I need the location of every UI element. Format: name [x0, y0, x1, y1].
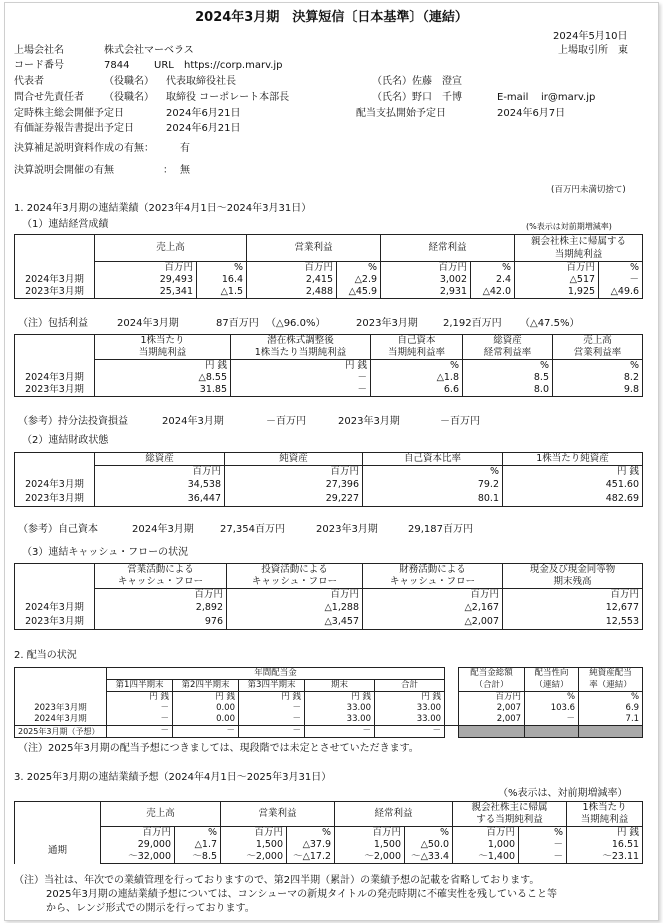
table-cell: －: [107, 703, 173, 714]
table-cell: 451.60: [503, 478, 643, 492]
table-cell: 2.4: [471, 274, 515, 286]
cf-unit: 百万円: [95, 589, 227, 602]
cf-header-investing-2: キャッシュ・フロー: [227, 576, 363, 589]
listed-company-label: 上場会社名: [14, 45, 64, 56]
table-row: [15, 703, 643, 714]
cf-header-cash-2: 期末残高: [503, 576, 643, 589]
table-cell: －: [599, 274, 643, 286]
ps-unit: 円 銭: [231, 360, 371, 373]
supplement-value: 有: [180, 143, 190, 154]
fc-header-net-1: 親会社株主に帰属: [453, 802, 567, 815]
per-share-table: [14, 334, 643, 397]
table-cell: 2,007: [459, 703, 525, 714]
table-cell: 12,677: [503, 601, 643, 615]
agm-date: 2024年6月21日: [166, 108, 241, 119]
fc-unit-corner: [15, 827, 101, 840]
fc-unit: 円 銭: [567, 827, 643, 840]
cf-header-financing-1: 財務活動による: [363, 564, 503, 577]
section1-sub2: （2）連結財政状態: [22, 435, 109, 446]
table-cell: ～2,000: [221, 851, 287, 864]
div-unit: 円 銭: [239, 692, 305, 704]
fp-unit-corner: [15, 466, 95, 479]
comprehensive-p2: （△47.5%）: [520, 318, 580, 329]
fc-header-eps-1: 1株当たり: [567, 802, 643, 815]
table-row: [15, 384, 643, 397]
fp-unit: %: [363, 466, 503, 479]
forecast-note-2: 2025年3月期の連結業績予想については、コンシューマの新規タイトルの発売時期に不確実性を残していること等: [46, 889, 557, 900]
ops-header-sales: 売上高: [95, 235, 247, 262]
cf-unit: 百万円: [503, 589, 643, 602]
table-cell: △45.9: [337, 286, 381, 299]
ps-header-roa-1: 総資産: [463, 335, 553, 348]
ps-corner: [15, 335, 95, 360]
table-row: [15, 478, 643, 492]
table-cell: △2,167: [363, 601, 503, 615]
cf-unit-corner: [15, 589, 95, 602]
table-cell: －: [107, 714, 173, 726]
section1-title: 1. 2024年3月期の連結業績（2023年4月1日～2024年3月31日）: [14, 203, 312, 214]
div-header-total-2: （合計）: [459, 680, 525, 692]
equity-method-v1: －百万円: [266, 416, 306, 427]
forecast-note-1: （注）当社は、年次での業績管理を行っておりますので、第2四半期（累計）の業績予想の記載を省略しております。: [14, 875, 540, 886]
ps-unit: %: [553, 360, 643, 373]
report-date: 2024年6月21日: [166, 123, 241, 134]
table-cell: 33.00: [375, 714, 445, 726]
exchange: 上場取引所 東: [558, 45, 628, 56]
gray-cell: [459, 726, 525, 738]
fc-header-net-2: する当期純利益: [453, 814, 567, 827]
table-cell: 2,415: [247, 274, 337, 286]
table-row: [15, 615, 643, 630]
table-cell: 25,341: [95, 286, 197, 299]
table-cell: 33.00: [305, 703, 375, 714]
table-cell: 16.4: [197, 274, 247, 286]
ps-header-margin-1: 売上高: [553, 335, 643, 348]
contact-name-label: （氏名）: [372, 92, 412, 103]
rep-title-label: （役職名）: [104, 76, 154, 87]
table-cell: 1,925: [515, 286, 599, 299]
report-label: 有価証券報告書提出予定日: [14, 123, 134, 134]
div-header-doe-1: 純資産配当: [579, 668, 643, 680]
fc-unit: %: [175, 827, 221, 840]
table-cell: －: [107, 726, 173, 738]
own-capital-v2: 29,187百万円: [408, 524, 473, 535]
fc-unit: 百万円: [221, 827, 287, 840]
cf-corner: [15, 564, 95, 589]
table-row: [15, 274, 643, 286]
div-header-payout-2: （連結）: [525, 680, 579, 692]
table-cell: ～2,000: [335, 851, 405, 864]
equity-method-v2: －百万円: [440, 416, 480, 427]
contact-name: 野口 千博: [412, 92, 462, 103]
div-header-doe-2: 率（連結）: [579, 680, 643, 692]
table-row: [15, 726, 643, 738]
table-cell: △3,457: [227, 615, 363, 630]
fp-header-assets: 総資産: [95, 453, 225, 466]
contact-title: 取締役 コーポレート本部長: [166, 92, 290, 103]
cf-header-operating-1: 営業活動による: [95, 564, 227, 577]
table-cell: －: [239, 714, 305, 726]
div-header-annual: 年間配当金: [107, 668, 445, 680]
table-cell: ～△17.2: [287, 851, 335, 864]
equity-method-label: （参考）持分法投資損益: [18, 416, 128, 427]
table-cell: 16.51: [567, 839, 643, 851]
code-number: 7844: [104, 60, 130, 71]
div-unit: 円 銭: [173, 692, 239, 704]
table-cell: △49.6: [599, 286, 643, 299]
table-cell: －: [525, 714, 579, 726]
ops-unit-pct: %: [197, 262, 247, 275]
table-cell: －: [173, 726, 239, 738]
table-cell: 8.5: [463, 372, 553, 384]
table-cell: 103.6: [525, 703, 579, 714]
ops-unit-corner: [15, 262, 95, 275]
code-label: コード番号: [14, 60, 64, 71]
fp-header-equity-ratio: 自己資本比率: [363, 453, 503, 466]
supplement-label: 決算補足説明資料作成の有無：: [14, 143, 154, 154]
section1-sub1: （1）連結経営成績: [22, 219, 109, 230]
table-cell: －: [239, 726, 305, 738]
row-label: 2024年3月期: [15, 714, 107, 726]
row-label: 2023年3月期: [15, 492, 95, 507]
table-row: [15, 372, 643, 384]
ops-pct-note: (%表示は対前期増減率): [526, 222, 612, 231]
comprehensive-p1: （△96.0%）: [266, 318, 326, 329]
contact-title-label: （役職名）: [104, 92, 154, 103]
agm-label: 定時株主総会開催予定日: [14, 108, 124, 119]
ops-unit: 百万円: [515, 262, 599, 275]
table-cell: 9.8: [553, 384, 643, 397]
row-label: 2024年3月期: [15, 601, 95, 615]
fp-header-net-assets: 純資産: [225, 453, 363, 466]
table-cell: －: [519, 851, 567, 864]
gray-cell: [579, 726, 643, 738]
table-cell: ～1,400: [453, 851, 519, 864]
table-row: [15, 839, 643, 851]
forecast-pct-note: （%表示は、対前期増減率）: [498, 788, 628, 799]
ps-header-eps-2: 当期純利益: [95, 347, 231, 360]
table-row: [15, 492, 643, 507]
dividend-start-label: 配当支払開始予定日: [356, 108, 446, 119]
table-row: [15, 286, 643, 299]
table-cell: 33.00: [305, 714, 375, 726]
table-cell: △50.0: [405, 839, 453, 851]
document-date: 2024年5月10日: [553, 31, 628, 42]
row-label: 2023年3月期: [15, 384, 95, 397]
div-header-q1: 第1四半期末: [107, 680, 173, 692]
section2-title: 2. 配当の状況: [14, 650, 77, 661]
row-label: 2024年3月期: [15, 478, 95, 492]
ops-corner: [15, 235, 95, 262]
table-cell: △2,007: [363, 615, 503, 630]
table-cell: 1,500: [335, 839, 405, 851]
table-cell: 29,000: [101, 839, 175, 851]
table-cell: 79.2: [363, 478, 503, 492]
table-cell: 8.0: [463, 384, 553, 397]
div-header-total-1: 配当金総額: [459, 668, 525, 680]
section3-title: 3. 2025年3月期の連結業績予想（2024年4月1日～2025年3月31日）: [14, 772, 332, 783]
table-cell: △2.9: [337, 274, 381, 286]
comprehensive-income-label: （注）包括利益: [18, 318, 88, 329]
table-cell: 0.00: [173, 714, 239, 726]
table-cell: 2,892: [95, 601, 227, 615]
table-row: [15, 601, 643, 615]
table-cell: 6.9: [579, 703, 643, 714]
table-cell: 12,553: [503, 615, 643, 630]
table-cell: 29,493: [95, 274, 197, 286]
comprehensive-y2: 2023年3月期: [356, 318, 418, 329]
dividend-start-date: 2024年6月7日: [497, 108, 566, 119]
table-cell: 31.85: [95, 384, 231, 397]
ps-header-roa-2: 経常利益率: [463, 347, 553, 360]
representative-label: 代表者: [14, 76, 44, 87]
cf-header-financing-2: キャッシュ・フロー: [363, 576, 503, 589]
div-unit-corner: [15, 692, 107, 704]
fc-header-eps-2: 当期純利益: [567, 814, 643, 827]
ops-unit: 百万円: [95, 262, 197, 275]
ops-unit: 百万円: [247, 262, 337, 275]
ps-header-diluted-2: 1株当たり当期純利益: [231, 347, 371, 360]
table-cell: 976: [95, 615, 227, 630]
table-cell: △42.0: [471, 286, 515, 299]
table-cell: 3,002: [381, 274, 471, 286]
fc-header-op-income: 営業利益: [221, 802, 335, 827]
table-cell: 8.2: [553, 372, 643, 384]
ps-unit-corner: [15, 360, 95, 373]
table-cell: ～8.5: [175, 851, 221, 864]
table-cell: －: [231, 384, 371, 397]
section1-sub3: （3）連結キャッシュ・フローの状況: [22, 547, 189, 558]
ops-unit: 百万円: [381, 262, 471, 275]
dividend-note: （注）2025年3月期の配当予想につきましては、現段階では未定とさせていただきます。: [18, 743, 419, 754]
cashflow-table: [14, 563, 643, 630]
briefing-label: 決算説明会開催の有無: [14, 165, 114, 176]
table-cell: 482.69: [503, 492, 643, 507]
table-cell: 34,538: [95, 478, 225, 492]
fc-header-sales: 売上高: [101, 802, 221, 827]
table-cell: 27,396: [225, 478, 363, 492]
div-gap-cell: [445, 726, 459, 738]
div-unit: 円 銭: [375, 692, 445, 704]
forecast-note-3: から、レンジ形式での開示を行っております。: [46, 903, 255, 914]
div-header-total: 合計: [375, 680, 445, 692]
table-cell: 80.1: [363, 492, 503, 507]
fc-header-ord-income: 経常利益: [335, 802, 453, 827]
table-cell: 0.00: [173, 703, 239, 714]
div-unit: 円 銭: [107, 692, 173, 704]
ops-unit-pct: %: [471, 262, 515, 275]
div-unit: 円 銭: [305, 692, 375, 704]
fp-unit: 百万円: [95, 466, 225, 479]
row-label: 通期: [15, 839, 101, 864]
fc-unit: 百万円: [335, 827, 405, 840]
fc-unit: 百万円: [101, 827, 175, 840]
ps-header-margin-2: 営業利益率: [553, 347, 643, 360]
contact-label: 問合せ先責任者: [14, 92, 84, 103]
email-address[interactable]: ir@marv.jp: [541, 92, 596, 103]
div-corner: [15, 668, 107, 692]
fp-unit: 百万円: [225, 466, 363, 479]
table-cell: 36,447: [95, 492, 225, 507]
briefing-value: 無: [180, 165, 190, 176]
equity-method-y2: 2023年3月期: [338, 416, 400, 427]
financial-position-table: [14, 452, 643, 507]
own-capital-y1: 2024年3月期: [132, 524, 194, 535]
table-cell: 7.1: [579, 714, 643, 726]
table-row: [15, 851, 643, 864]
div-unit: %: [579, 692, 643, 704]
table-cell: △1,288: [227, 601, 363, 615]
ps-header-eps-1: 1株当たり: [95, 335, 231, 348]
units-note: (百万円未満切捨て): [551, 185, 626, 195]
ops-header-net-income-2: 当期純利益: [515, 248, 643, 262]
table-cell: △8.55: [95, 372, 231, 384]
ops-header-op-income: 営業利益: [247, 235, 381, 262]
table-cell: －: [375, 726, 445, 738]
row-label: 2023年3月期: [15, 703, 107, 714]
table-cell: △1.5: [197, 286, 247, 299]
table-cell: △1.8: [371, 372, 463, 384]
rep-title: 代表取締役社長: [166, 76, 236, 87]
row-label: 2025年3月期（予想）: [15, 726, 107, 738]
cf-unit: 百万円: [227, 589, 363, 602]
ops-unit-pct: %: [599, 262, 643, 275]
div-header-q2: 第2四半期末: [173, 680, 239, 692]
div-header-yearend: 期末: [305, 680, 375, 692]
table-row: [15, 714, 643, 726]
gray-cell: [525, 726, 579, 738]
email-label: E-mail: [497, 92, 529, 103]
div-unit: %: [525, 692, 579, 704]
fp-corner: [15, 453, 95, 466]
forecast-table: [14, 801, 643, 864]
table-cell: △1.7: [175, 839, 221, 851]
url-label: URL: [154, 60, 174, 71]
fc-unit: %: [287, 827, 335, 840]
ops-header-ord-income: 経常利益: [381, 235, 515, 262]
fc-unit: %: [405, 827, 453, 840]
dividend-table: [14, 667, 643, 738]
cf-header-investing-1: 投資活動による: [227, 564, 363, 577]
own-capital-label: （参考）自己資本: [18, 524, 98, 535]
fc-unit: %: [519, 827, 567, 840]
cf-header-operating-2: キャッシュ・フロー: [95, 576, 227, 589]
comprehensive-v1: 87百万円: [216, 318, 259, 329]
row-label: 2024年3月期: [15, 274, 95, 286]
div-header-q3: 第3四半期末: [239, 680, 305, 692]
fp-unit: 円 銭: [503, 466, 643, 479]
ps-header-roe-1: 自己資本: [371, 335, 463, 348]
table-cell: －: [519, 839, 567, 851]
ps-unit: 円 銭: [95, 360, 231, 373]
url-link[interactable]: https://corp.marv.jp: [184, 60, 283, 71]
cf-unit: 百万円: [363, 589, 503, 602]
fp-header-bps: 1株当たり純資産: [503, 453, 643, 466]
row-label: 2024年3月期: [15, 372, 95, 384]
table-cell: －: [239, 703, 305, 714]
fc-unit: 百万円: [453, 827, 519, 840]
comprehensive-y1: 2024年3月期: [117, 318, 179, 329]
div-header-payout-1: 配当性向: [525, 668, 579, 680]
document-title: 2024年3月期 決算短信〔日本基準〕（連結）: [195, 10, 468, 25]
own-capital-v1: 27,354百万円: [220, 524, 285, 535]
ps-header-diluted-1: 潜在株式調整後: [231, 335, 371, 348]
table-cell: ～32,000: [101, 851, 175, 864]
table-cell: △517: [515, 274, 599, 286]
table-cell: △37.9: [287, 839, 335, 851]
table-cell: 33.00: [375, 703, 445, 714]
table-cell: 1,000: [453, 839, 519, 851]
comprehensive-v2: 2,192百万円: [443, 318, 502, 329]
table-cell: ～23.11: [567, 851, 643, 864]
row-label: 2023年3月期: [15, 615, 95, 630]
row-label: 2023年3月期: [15, 286, 95, 299]
table-cell: 2,007: [459, 714, 525, 726]
table-cell: 6.6: [371, 384, 463, 397]
ps-unit: %: [371, 360, 463, 373]
ops-header-net-income-1: 親会社株主に帰属する: [515, 235, 643, 249]
fc-corner: [15, 802, 101, 827]
ps-unit: %: [463, 360, 553, 373]
table-cell: －: [305, 726, 375, 738]
table-cell: 2,488: [247, 286, 337, 299]
rep-name: 佐藤 澄宣: [412, 76, 462, 87]
briefing-colon: ：: [163, 165, 173, 176]
ps-header-roe-2: 当期純利益率: [371, 347, 463, 360]
table-cell: －: [231, 372, 371, 384]
rep-name-label: （氏名）: [372, 76, 412, 87]
table-cell: 2,931: [381, 286, 471, 299]
div-gap: [445, 668, 459, 726]
own-capital-y2: 2023年3月期: [316, 524, 378, 535]
table-cell: 1,500: [221, 839, 287, 851]
equity-method-y1: 2024年3月期: [162, 416, 224, 427]
listed-company-name: 株式会社マーベラス: [104, 45, 194, 56]
table-cell: ～△33.4: [405, 851, 453, 864]
cf-header-cash-1: 現金及び現金同等物: [503, 564, 643, 577]
table-cell: 29,227: [225, 492, 363, 507]
ops-unit-pct: %: [337, 262, 381, 275]
operating-results-table: [14, 234, 643, 299]
div-unit: 百万円: [459, 692, 525, 704]
